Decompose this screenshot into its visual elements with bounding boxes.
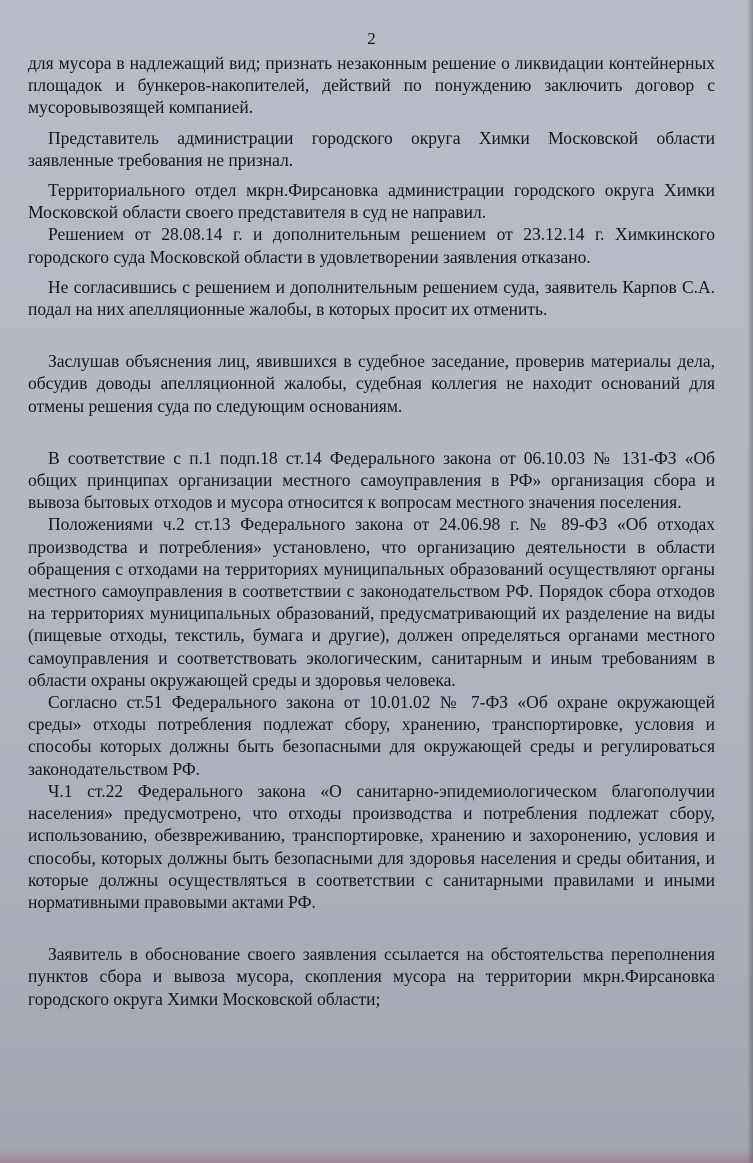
- paragraph-law-7fz: Согласно ст.51 Федерального закона от 10.01.02 № 7-ФЗ «Об охране окружающей среды» отходы потребления подлежат сбору, хранению, транспортировке, условия и способы которых должны быть безопасными для окружающей среды и регулироваться законодательством РФ.: [28, 692, 715, 779]
- page-shadow-right: [747, 0, 753, 1163]
- paragraph-claims-continued: для мусора в надлежащий вид; признать незаконным решение о ликвидации контейнерных площадок и бункеров-накопителей, действий по понуждению заключить договор с мусоровывозящей компанией.: [28, 53, 715, 118]
- page-shadow-bottom: [0, 1149, 753, 1163]
- paragraph-territorial-department: Территориального отдел мкрн.Фирсановка администрации городского округа Химки Московской области своего представителя в суд не направил.: [28, 180, 715, 223]
- paragraph-collegium-finding: Заслушав объяснения лиц, явившихся в судебное заседание, проверив материалы дела, обсудив доводы апелляционной жалобы, судебная коллегия не находит оснований для отмены решения суда по следующим основаниям.: [28, 351, 715, 416]
- paragraph-law-sanitary: Ч.1 ст.22 Федерального закона «О санитарно-эпидемиологическом благополучии населения» предусмотрено, что отходы производства и потребления подлежат сбору, использованию, обезвреживанию, транспортировке, хранению и захоронению, условия и способы, которых должны быть безопасными для здоровья населения и среды обитания, и которые должны осуществляться в соответствии с санитарными правилами и иными нормативными правовыми актами РФ.: [28, 780, 715, 912]
- paragraph-appeal: Не согласившись с решением и дополнительным решением суда, заявитель Карпов С.А. подал на них апелляционные жалобы, в которых просит их отменить.: [28, 276, 715, 320]
- paragraph-administration-position: Представитель администрации городского округа Химки Московской области заявленные требования не признал.: [28, 127, 715, 170]
- page-number: 2: [367, 29, 376, 48]
- paragraph-law-89fz: Положениями ч.2 ст.13 Федерального закона от 24.06.98 г. № 89-ФЗ «Об отходах производства и потребления» установлено, что организацию деятельности в области обращения с отходами на территориях муниципальных образований осуществляют органы местного самоуправления в соответствии с законодательством РФ. Порядок сбора отходов на территориях муниципальных образований, предусматривающий их разделение на виды (пищевые отходы, текстиль, бумага и другие), должен определяться органами местного самоуправления и соответствовать экологическим, санитарным и иным требованиям в области охраны окружающей среды и здоровья человека.: [28, 514, 715, 690]
- paragraph-applicant-grounds: Заявитель в обоснование своего заявления ссылается на обстоятельства переполнения пунктов сбора и вывоза мусора, скопления мусора на территории мкрн.Фирсановка городского округа Химки Московской области;: [28, 944, 715, 1009]
- paragraph-law-131fz: В соответствие с п.1 подп.18 ст.14 Федерального закона от 06.10.03 № 131-ФЗ «Об общих принципах организации местного самоуправления в РФ» организация сбора и вывоза бытовых отходов и мусора относится к вопросам местного значения поселения.: [28, 447, 715, 513]
- paragraph-court-decision: Решением от 28.08.14 г. и дополнительным решением от 23.12.14 г. Химкинского городского суда Московской области в удовлетворении заявления отказано.: [28, 224, 715, 267]
